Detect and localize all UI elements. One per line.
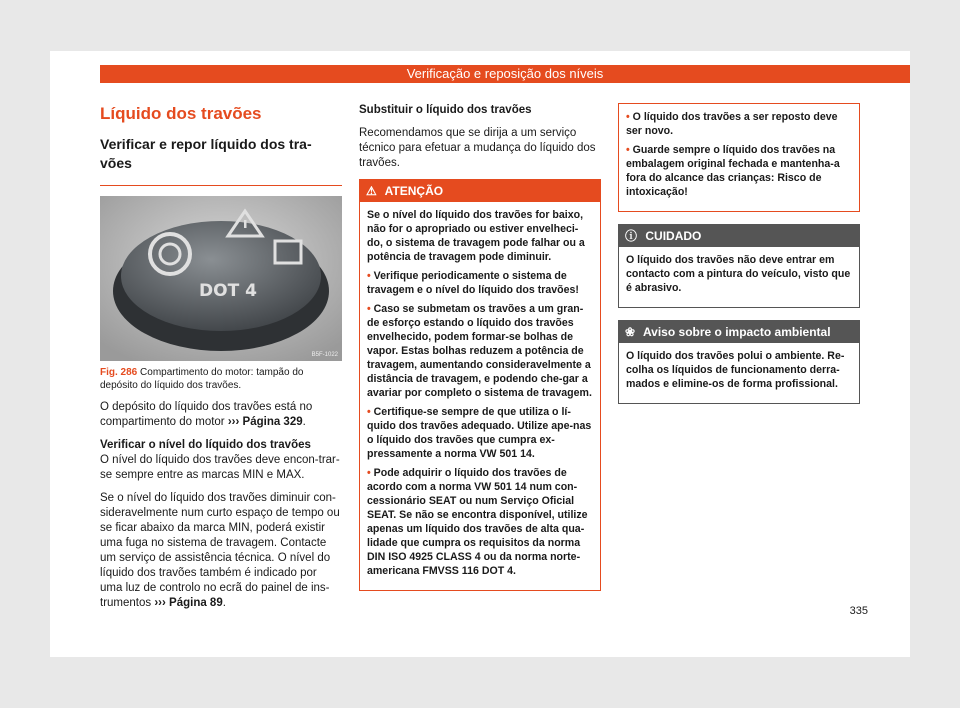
subheading-replace: Substituir o líquido dos travões <box>359 104 532 116</box>
warning-continued-box <box>618 103 860 212</box>
left-column <box>100 103 342 611</box>
page-title: Líquido dos travões <box>100 104 262 123</box>
page-ref-link[interactable]: ››› Página 89 <box>154 597 223 609</box>
page-number: 335 <box>849 605 868 617</box>
info-circle-icon: ⓘ <box>625 229 638 243</box>
caution-title: CUIDADO <box>645 229 702 243</box>
page-ref-link[interactable]: ››› Página 329 <box>227 416 303 428</box>
paragraph-recommend: Recomendamos que se dirija a um serviço técnico para efetuar a mudança do líquido dos travões. <box>359 127 596 169</box>
subheading-check-level: Verificar o nível do líquido dos travões <box>100 439 311 451</box>
environment-header <box>619 321 859 343</box>
figure-number: Fig. 286 <box>100 367 138 378</box>
warning-bullet: • Certifique-se sempre de que utiliza o lí-quido dos travões adequado. Utilize ape-nas o líquido dos travões que cumpra ex-pressamente a norma VW 501 14. <box>367 406 592 460</box>
warning-continued-body <box>619 104 859 211</box>
caption-text: Compartimento do motor: tampão do depósito do líquido dos travões. <box>100 367 304 391</box>
paragraph-levels: O nível do líquido dos travões deve encon-trar-se sempre entre as marcas MIN e MAX. <box>100 454 340 481</box>
caution-header <box>619 225 859 247</box>
divider <box>100 185 342 186</box>
caution-body <box>619 247 859 307</box>
manual-page <box>50 51 910 657</box>
warning-text: Se o nível do líquido dos travões for baixo, não for o apropriado ou estiver envelheci-do, o sistema de travagem pode falhar ou a potência de travagem pode diminuir. <box>367 209 585 263</box>
middle-column <box>359 103 601 591</box>
paragraph-text: O depósito do líquido dos travões está no compartimento do motor <box>100 401 313 428</box>
warning-bullet: • Verifique periodicamente o sistema de travagem e o nível do líquido dos travões! <box>367 270 579 296</box>
warning-header <box>360 180 600 202</box>
warning-triangle-icon: ⚠ <box>366 184 377 198</box>
caution-box <box>618 224 860 308</box>
environment-title: Aviso sobre o impacto ambiental <box>642 325 831 339</box>
environment-body <box>619 343 859 403</box>
warning-bullet: • O líquido dos travões a ser reposto deve ser novo. <box>626 111 838 137</box>
environment-box <box>618 320 860 404</box>
warning-title: ATENÇÃO <box>384 184 444 198</box>
brake-fluid-cap-figure <box>100 196 342 361</box>
flower-icon: ❀ <box>625 325 636 339</box>
environment-text: O líquido dos travões polui o ambiente. Re-colha os líquidos de funcionamento derra-mados e elimine-os de forma profissional. <box>626 350 845 390</box>
figure-code: B5F-1022 <box>311 352 338 358</box>
svg-text:DOT 4: DOT 4 <box>199 281 257 301</box>
figure-caption <box>100 366 342 392</box>
section-header: Verificação e reposição dos níveis <box>100 65 910 83</box>
warning-bullet: • Pode adquirir o líquido dos travões de acordo com a norma VW 501 14 num con-cessionário SEAT ou num Serviço Oficial SEAT. Se não se encontra disponível, utilize apenas um líquido dos travões de alta qua-lidade que cumpra os requisitos da norma DIN ISO 4925 CLASS 4 ou da norma norte-americana FMVSS 116 DOT 4. <box>367 467 588 577</box>
paragraph-text: Se o nível do líquido dos travões diminuir con-sideravelmente num curto espaço de tempo ou se ficar abaixo da marca MIN, poderá existir uma fuga no sistema de travagem. Contacte um serviço de assistência técnica. O nível do líquido dos travões também é indicado por uma luz de controlo no ecrã do painel de ins-trumentos <box>100 492 340 609</box>
paragraph-location: O depósito do líquido dos travões está no compartimento do motor ››› Página 329. <box>100 401 313 428</box>
warning-bullet: • Guarde sempre o líquido dos travões na embalagem original fechada e mantenha-a fora do alcance das crianças: Risco de intoxicação! <box>626 144 840 198</box>
paragraph-leak: Se o nível do líquido dos travões diminuir con-sideravelmente num curto espaço de tempo ou se ficar abaixo da marca MIN, poderá existir uma fuga no sistema de travagem. Contacte um serviço de assistência técnica. O nível do líquido dos travões também é indicado por uma luz de controlo no ecrã do painel de ins-trumentos ››› Página 89. <box>100 492 340 609</box>
warning-bullet: • Caso se submetam os travões a um gran-de esforço estando o líquido dos travões envelhecido, podem formar-se bolhas de vapor. Estas bolhas reduzem a potência de travagem, aumentando consideravelmente a distância de travagem, e podendo che-gar a avariar por completo o sistema de travagem. <box>367 303 592 399</box>
caution-text: O líquido dos travões não deve entrar em contacto com a pintura do veículo, visto que é abrasivo. <box>626 254 851 294</box>
right-column <box>618 103 860 404</box>
warning-box <box>359 179 601 591</box>
section-subtitle: Verificar e repor líquido dos tra- vões <box>100 136 312 171</box>
warning-body <box>360 202 600 590</box>
